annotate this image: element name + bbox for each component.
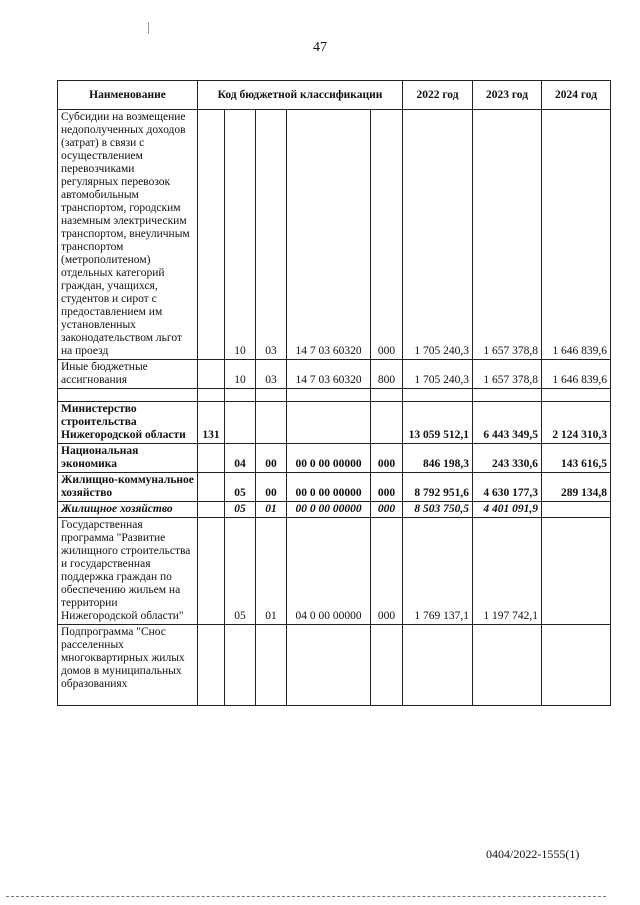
table-row	[58, 473, 611, 502]
row-rz: 10	[225, 360, 256, 389]
row-2024	[542, 625, 611, 706]
spacer-row	[58, 389, 611, 402]
row-csr	[287, 625, 371, 706]
row-2023: 1 657 378,8	[473, 110, 542, 360]
row-vr: 000	[371, 502, 403, 518]
row-2023: 1 657 378,8	[473, 360, 542, 389]
row-csr: 00 0 00 00000	[287, 502, 371, 518]
row-2024	[542, 502, 611, 518]
row-rz	[225, 402, 256, 444]
row-rz: 10	[225, 110, 256, 360]
row-2024: 1 646 839,6	[542, 360, 611, 389]
row-2023: 4 630 177,3	[473, 473, 542, 502]
row-name: Жилищное хозяйство	[58, 502, 198, 518]
row-2024: 289 134,8	[542, 473, 611, 502]
row-2022: 1 769 137,1	[403, 518, 473, 625]
row-vr: 000	[371, 444, 403, 473]
row-csr	[287, 402, 371, 444]
row-2024: 2 124 310,3	[542, 402, 611, 444]
row-2024: 143 616,5	[542, 444, 611, 473]
row-rz: 04	[225, 444, 256, 473]
row-ved	[198, 518, 225, 625]
row-vr	[371, 402, 403, 444]
table-row	[58, 518, 611, 625]
row-pr: 03	[256, 110, 287, 360]
page-number: 47	[313, 40, 327, 55]
row-csr: 14 7 03 60320	[287, 360, 371, 389]
row-vr: 000	[371, 518, 403, 625]
row-rz	[225, 625, 256, 706]
row-ved	[198, 625, 225, 706]
header-code: Код бюджетной классификации	[198, 81, 403, 110]
row-rz: 05	[225, 518, 256, 625]
row-pr: 00	[256, 444, 287, 473]
table-row	[58, 360, 611, 389]
row-csr: 00 0 00 00000	[287, 473, 371, 502]
row-2022: 846 198,3	[403, 444, 473, 473]
row-2022: 1 705 240,3	[403, 360, 473, 389]
row-ved: 131	[198, 402, 225, 444]
row-2023: 1 197 742,1	[473, 518, 542, 625]
row-name: Национальная экономика	[58, 444, 198, 473]
header-2023: 2023 год	[473, 81, 542, 110]
header-name: Наименование	[58, 81, 198, 110]
header-row	[58, 81, 611, 110]
row-vr: 000	[371, 473, 403, 502]
row-name: Иные бюджетные ассигнования	[58, 360, 198, 389]
row-pr	[256, 625, 287, 706]
row-2024	[542, 518, 611, 625]
row-ved	[198, 444, 225, 473]
row-pr: 03	[256, 360, 287, 389]
row-csr: 00 0 00 00000	[287, 444, 371, 473]
row-2023: 6 443 349,5	[473, 402, 542, 444]
row-ved	[198, 110, 225, 360]
table-row	[58, 402, 611, 444]
row-pr: 01	[256, 518, 287, 625]
row-2022: 8 792 951,6	[403, 473, 473, 502]
row-rz: 05	[225, 473, 256, 502]
row-pr: 00	[256, 473, 287, 502]
row-pr	[256, 402, 287, 444]
row-ved	[198, 360, 225, 389]
row-2022: 8 503 750,5	[403, 502, 473, 518]
row-2023: 4 401 091,9	[473, 502, 542, 518]
row-ved	[198, 473, 225, 502]
row-pr: 01	[256, 502, 287, 518]
row-name: Подпрограмма "Снос расселенных многоквартирных жилых домов в муниципальных образованиях	[58, 625, 198, 706]
row-2022: 13 059 512,1	[403, 402, 473, 444]
row-rz: 05	[225, 502, 256, 518]
bottom-divider	[6, 896, 606, 897]
header-2024: 2024 год	[542, 81, 611, 110]
table-row	[58, 444, 611, 473]
row-csr: 04 0 00 00000	[287, 518, 371, 625]
row-2022	[403, 625, 473, 706]
row-2023	[473, 625, 542, 706]
table-row	[58, 110, 611, 360]
row-vr: 800	[371, 360, 403, 389]
row-vr	[371, 625, 403, 706]
table-row	[58, 502, 611, 518]
row-2023: 243 330,6	[473, 444, 542, 473]
row-2024: 1 646 839,6	[542, 110, 611, 360]
row-name: Жилищно-коммунальное хозяйство	[58, 473, 198, 502]
row-csr: 14 7 03 60320	[287, 110, 371, 360]
document-code: 0404/2022-1555(1)	[486, 847, 580, 861]
scan-mark	[148, 22, 149, 34]
row-2022: 1 705 240,3	[403, 110, 473, 360]
row-name: Министерство строительства Нижегородской области	[58, 402, 198, 444]
header-2022: 2022 год	[403, 81, 473, 110]
row-name: Государственная программа "Развитие жилищного строительства и государственная поддержка граждан по обеспечению жильем на территории Нижегородской области"	[58, 518, 198, 625]
row-name: Субсидии на возмещение недополученных доходов (затрат) в связи с осуществлением перевозчиками регулярных перевозок автомобильным транспортом, городским наземным электрическим транспортом, внеуличным транспортом (метрополитеном) отдельных категорий граждан, учащихся, студентов и сирот с предоставлением им установленных законодательством льгот на проезд	[58, 110, 198, 360]
row-vr: 000	[371, 110, 403, 360]
table-row	[58, 625, 611, 706]
row-ved	[198, 502, 225, 518]
budget-table	[57, 80, 611, 706]
